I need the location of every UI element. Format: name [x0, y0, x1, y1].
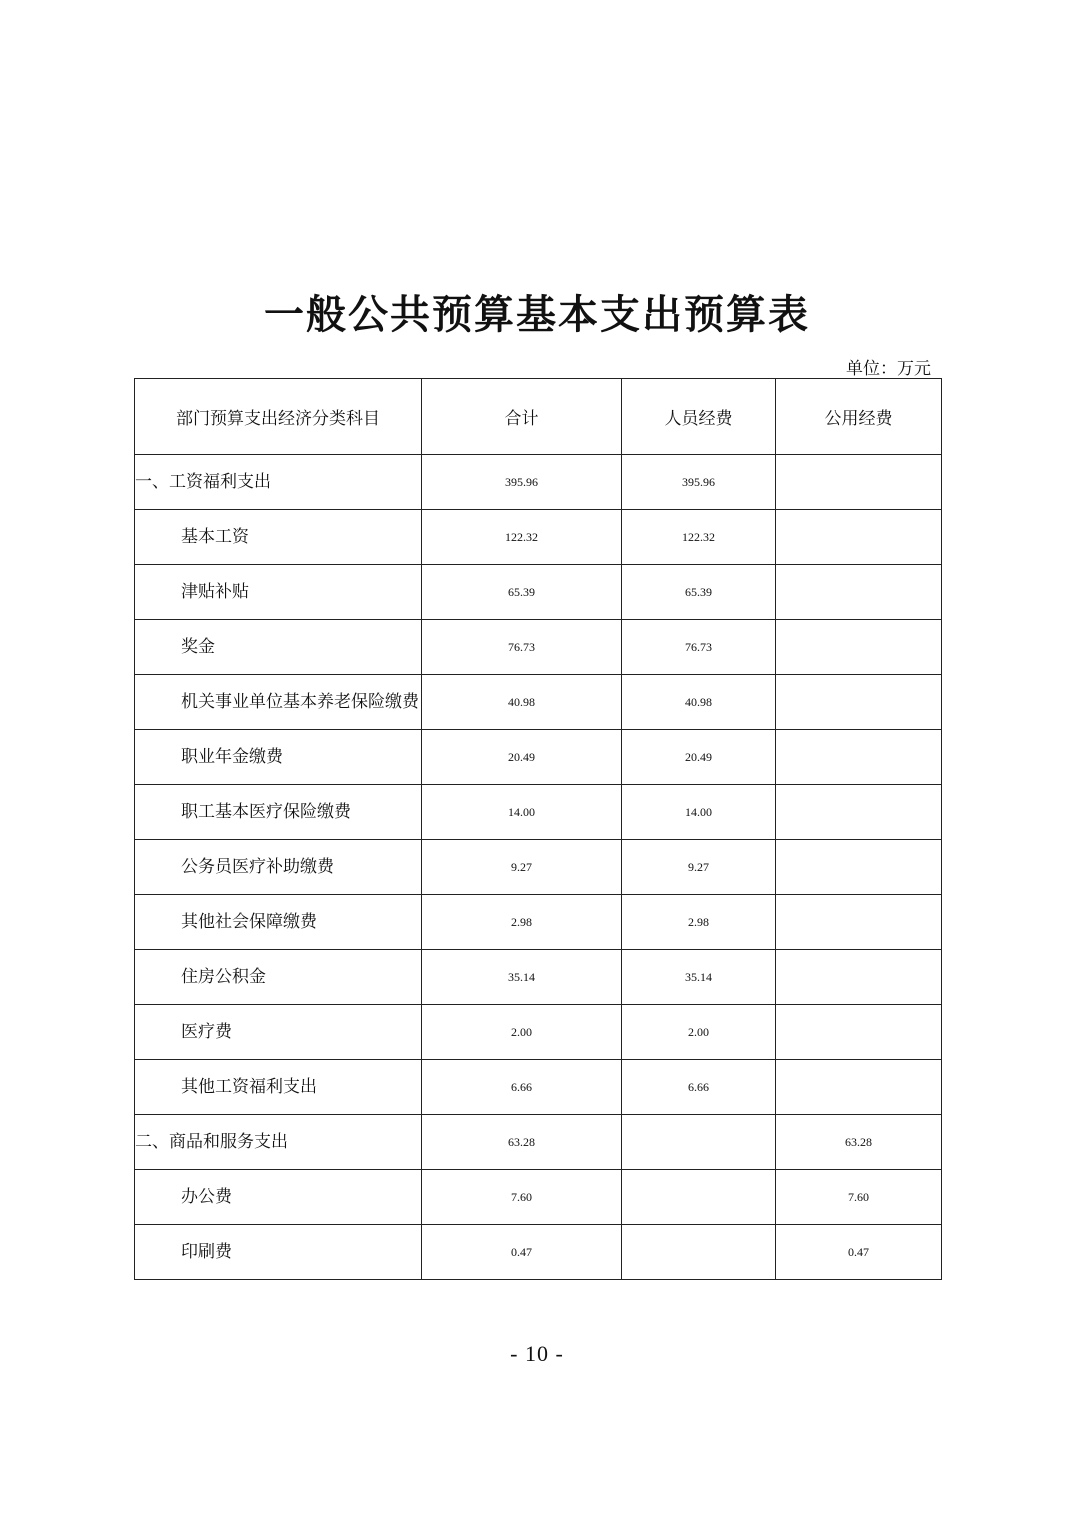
row-public-cell: [776, 675, 942, 730]
row-public-cell: [776, 785, 942, 840]
row-category-cell: 奖金: [135, 620, 422, 675]
row-category-cell: 一、工资福利支出: [135, 455, 422, 510]
row-category-cell: 津贴补贴: [135, 565, 422, 620]
row-public-cell: [776, 950, 942, 1005]
row-category-cell: 其他工资福利支出: [135, 1060, 422, 1115]
row-total-cell: 2.98: [422, 895, 622, 950]
table-row: [135, 1170, 942, 1225]
table-row: [135, 1115, 942, 1170]
header-public: 公用经费: [776, 379, 942, 455]
row-personnel-cell: 65.39: [622, 565, 776, 620]
table-row: [135, 675, 942, 730]
table-row: [135, 1225, 942, 1280]
table-row: [135, 565, 942, 620]
row-personnel-cell: 76.73: [622, 620, 776, 675]
row-total-cell: 35.14: [422, 950, 622, 1005]
row-category-cell: 二、商品和服务支出: [135, 1115, 422, 1170]
table-body: [135, 455, 942, 1280]
row-total-cell: 20.49: [422, 730, 622, 785]
header-personnel: 人员经费: [622, 379, 776, 455]
header-category: 部门预算支出经济分类科目: [135, 379, 422, 455]
table-row: [135, 895, 942, 950]
row-total-cell: 9.27: [422, 840, 622, 895]
header-total: 合计: [422, 379, 622, 455]
row-personnel-cell: [622, 1225, 776, 1280]
row-public-cell: 7.60: [776, 1170, 942, 1225]
table-row: [135, 840, 942, 895]
table-row: [135, 950, 942, 1005]
row-public-cell: [776, 1060, 942, 1115]
page-number: - 10 -: [510, 1341, 564, 1366]
row-total-cell: 14.00: [422, 785, 622, 840]
row-public-cell: 63.28: [776, 1115, 942, 1170]
page-title: 一般公共预算基本支出预算表: [264, 291, 810, 338]
row-category-cell: 办公费: [135, 1170, 422, 1225]
row-total-cell: 63.28: [422, 1115, 622, 1170]
row-public-cell: [776, 1005, 942, 1060]
row-total-cell: 2.00: [422, 1005, 622, 1060]
row-personnel-cell: 9.27: [622, 840, 776, 895]
row-personnel-cell: 6.66: [622, 1060, 776, 1115]
row-category-cell: 印刷费: [135, 1225, 422, 1280]
row-personnel-cell: 395.96: [622, 455, 776, 510]
row-personnel-cell: 35.14: [622, 950, 776, 1005]
row-personnel-cell: 122.32: [622, 510, 776, 565]
row-category-cell: 公务员医疗补助缴费: [135, 840, 422, 895]
row-personnel-cell: 20.49: [622, 730, 776, 785]
row-public-cell: [776, 730, 942, 785]
row-total-cell: 7.60: [422, 1170, 622, 1225]
row-personnel-cell: 2.98: [622, 895, 776, 950]
row-public-cell: [776, 895, 942, 950]
table-row: [135, 1005, 942, 1060]
budget-table: [134, 378, 942, 1280]
unit-label: 单位：万元: [846, 359, 931, 379]
row-total-cell: 65.39: [422, 565, 622, 620]
table-header-row: [135, 379, 942, 455]
table-row: [135, 510, 942, 565]
row-public-cell: [776, 510, 942, 565]
row-public-cell: [776, 565, 942, 620]
row-personnel-cell: 2.00: [622, 1005, 776, 1060]
row-category-cell: 职工基本医疗保险缴费: [135, 785, 422, 840]
row-public-cell: [776, 455, 942, 510]
row-total-cell: 40.98: [422, 675, 622, 730]
row-personnel-cell: 14.00: [622, 785, 776, 840]
row-total-cell: 6.66: [422, 1060, 622, 1115]
row-public-cell: [776, 620, 942, 675]
row-personnel-cell: 40.98: [622, 675, 776, 730]
row-personnel-cell: [622, 1170, 776, 1225]
table-row: [135, 620, 942, 675]
row-category-cell: 住房公积金: [135, 950, 422, 1005]
row-category-cell: 医疗费: [135, 1005, 422, 1060]
row-total-cell: 76.73: [422, 620, 622, 675]
table-row: [135, 455, 942, 510]
table-row: [135, 730, 942, 785]
table-row: [135, 785, 942, 840]
row-personnel-cell: [622, 1115, 776, 1170]
table-row: [135, 1060, 942, 1115]
row-category-cell: 其他社会保障缴费: [135, 895, 422, 950]
row-public-cell: 0.47: [776, 1225, 942, 1280]
row-public-cell: [776, 840, 942, 895]
row-category-cell: 机关事业单位基本养老保险缴费: [135, 675, 422, 730]
row-category-cell: 基本工资: [135, 510, 422, 565]
row-category-cell: 职业年金缴费: [135, 730, 422, 785]
row-total-cell: 0.47: [422, 1225, 622, 1280]
row-total-cell: 122.32: [422, 510, 622, 565]
row-total-cell: 395.96: [422, 455, 622, 510]
